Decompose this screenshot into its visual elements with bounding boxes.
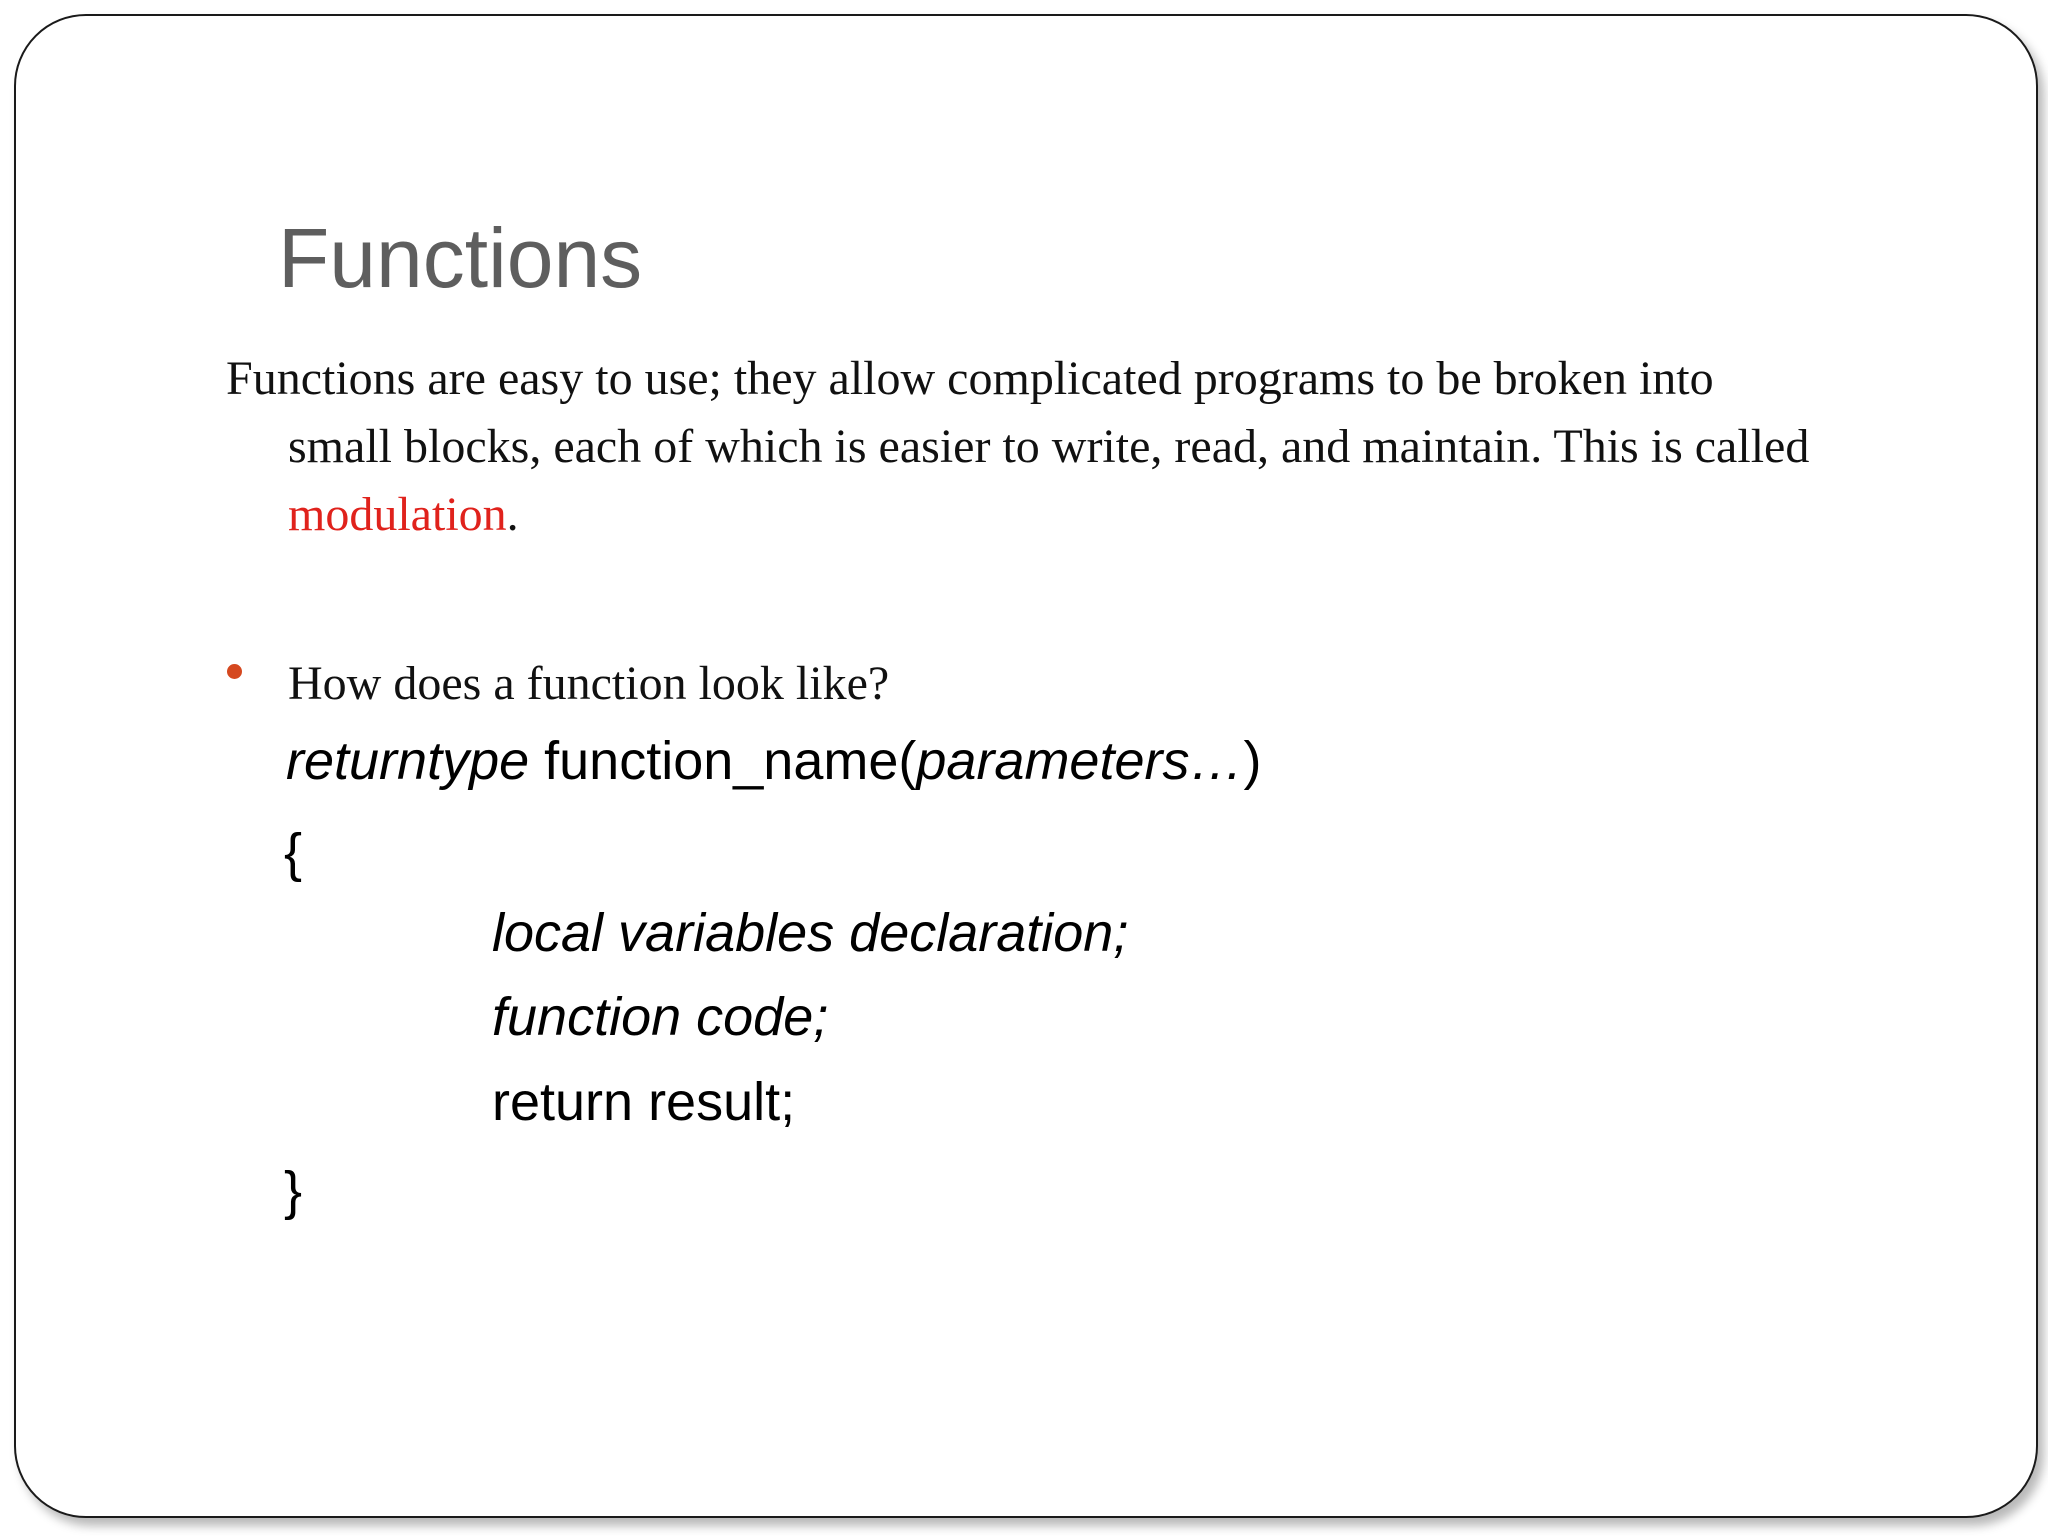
code-close-paren: ) [1243, 731, 1262, 791]
code-parameters: parameters… [916, 731, 1244, 791]
code-function-name: function_name( [529, 731, 917, 791]
code-return-line: return result; [492, 1072, 796, 1132]
paragraph-line-3 [226, 481, 1936, 549]
intro-paragraph [226, 345, 1936, 549]
paragraph-line-2: small blocks, each of which is easier to write, read, and maintain. This is called [288, 420, 1810, 473]
code-open-brace: { [284, 823, 303, 883]
paragraph-period: . [506, 488, 519, 541]
bullet-text: How does a function look like? [288, 657, 890, 710]
bullet-item [220, 650, 889, 718]
code-return-type: returntype [286, 731, 530, 791]
bullet-dot-icon [227, 664, 242, 679]
code-body-line: function code; [492, 987, 829, 1047]
code-signature-line [286, 730, 1261, 792]
paragraph-line-1: Functions are easy to use; they allow complicated programs to be broken into [226, 352, 1714, 405]
slide-title: Functions [278, 211, 643, 305]
code-locals-line: local variables declaration; [492, 903, 1129, 963]
modulation-term: modulation [288, 488, 507, 541]
code-close-brace: } [284, 1161, 303, 1221]
